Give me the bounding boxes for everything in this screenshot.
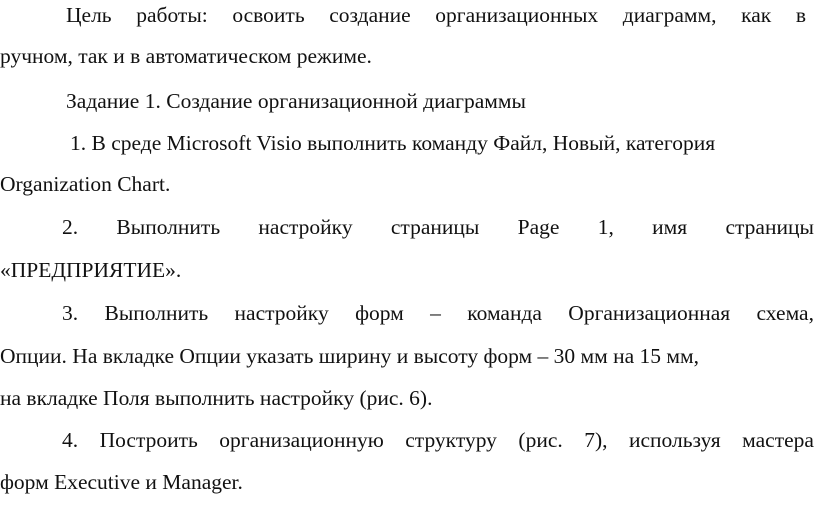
- word: 2.: [62, 215, 79, 239]
- word: имя: [652, 215, 688, 239]
- word: Построить: [99, 428, 198, 452]
- word: 4.: [62, 428, 79, 452]
- word: страницы: [725, 215, 814, 239]
- word: мастера: [742, 428, 814, 452]
- word: Page: [517, 215, 560, 239]
- step-4-line-1: [62, 425, 814, 455]
- word: 3.: [62, 301, 79, 325]
- word: освоить: [232, 3, 305, 27]
- word: 7),: [584, 428, 608, 452]
- step-2-line-2: «ПРЕДПРИЯТИЕ».: [0, 258, 182, 282]
- word: Организационная: [568, 301, 731, 325]
- word: используя: [628, 428, 721, 452]
- word: как: [741, 3, 772, 27]
- word: команда: [467, 301, 542, 325]
- word: Цель: [66, 3, 112, 27]
- word: организационных: [435, 3, 599, 27]
- step-3-line-2: Опции. На вкладке Опции указать ширину и высоту форм – 30 мм на 15 мм,: [0, 344, 700, 368]
- step-4-line-2: форм Executive и Manager.: [0, 470, 243, 494]
- word: настройку: [234, 301, 329, 325]
- word: Выполнить: [116, 215, 221, 239]
- word: организационную: [219, 428, 384, 452]
- word: форм: [355, 301, 404, 325]
- word: (рис.: [518, 428, 563, 452]
- word: 1,: [597, 215, 614, 239]
- task-title: Задание 1. Создание организационной диаграммы: [66, 89, 526, 113]
- step-3-line-1: [62, 298, 814, 328]
- word: в: [795, 3, 806, 27]
- word: создание: [329, 3, 411, 27]
- word: Выполнить: [104, 301, 209, 325]
- step-1-line-2: Organization Chart.: [0, 172, 171, 196]
- word: страницы: [390, 215, 480, 239]
- word: настройку: [258, 215, 353, 239]
- word: схема,: [756, 301, 814, 325]
- word: –: [430, 301, 441, 325]
- goal-line-1: [66, 0, 806, 30]
- goal-line-2: ручном, так и в автоматическом режиме.: [0, 44, 372, 68]
- word: работы:: [136, 3, 208, 27]
- word: структуру: [405, 428, 497, 452]
- step-2-line-1: [62, 212, 814, 242]
- word: диаграмм,: [622, 3, 717, 27]
- step-1-line-1: 1. В среде Microsoft Visio выполнить команду Файл, Новый, категория: [70, 131, 716, 155]
- step-3-line-3: на вкладке Поля выполнить настройку (рис. 6).: [0, 386, 433, 410]
